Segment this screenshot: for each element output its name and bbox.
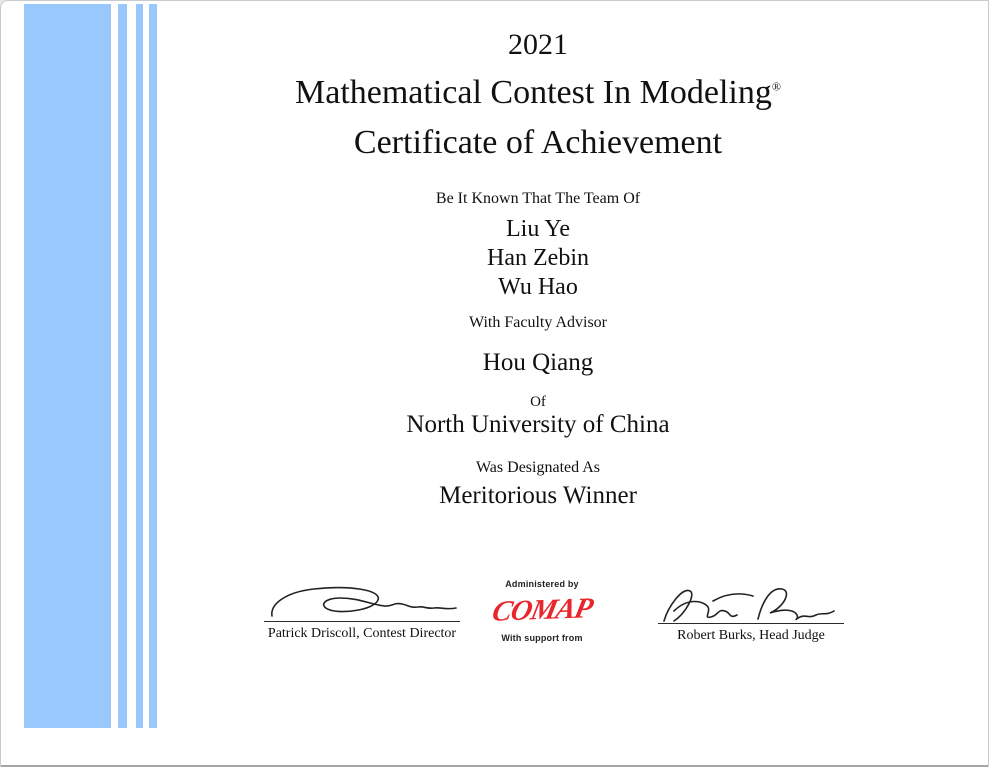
designation-intro-label: Was Designated As — [475, 459, 601, 476]
institution-name: North University of China — [406, 411, 670, 438]
sponsor-logo-row — [1, 651, 989, 701]
team-member-name: Han Zebin — [487, 245, 589, 271]
designation-award: Meritorious Winner — [439, 482, 637, 509]
registered-trademark-mark: ® — [771, 79, 781, 94]
contest-director-caption: Patrick Driscoll, Contest Director — [267, 626, 457, 641]
contest-director-signature-block — [264, 585, 460, 642]
head-judge-signature-block — [658, 581, 844, 644]
signature-line — [658, 623, 844, 624]
team-intro-label: Be It Known That The Team Of — [435, 190, 641, 207]
driscoll-signature-icon — [264, 585, 460, 621]
advisor-name: Hou Qiang — [482, 349, 594, 376]
team-member-name: Liu Ye — [505, 216, 571, 242]
certificate-subtitle: Certificate of Achievement — [353, 124, 723, 161]
of-label: Of — [530, 394, 546, 410]
comap-block — [479, 579, 605, 643]
administered-by-label: Administered by — [505, 579, 579, 589]
contest-title — [86, 73, 989, 112]
advisor-intro-label: With Faculty Advisor — [468, 314, 607, 331]
with-support-from-label: With support from — [501, 633, 583, 643]
burks-signature-icon — [658, 581, 844, 623]
contest-title-text: Mathematical Contest In Modeling — [295, 74, 772, 111]
signature-line — [264, 621, 460, 622]
head-judge-caption: Robert Burks, Head Judge — [677, 628, 825, 643]
contest-year: 2021 — [508, 28, 568, 61]
team-member-name: Wu Hao — [498, 274, 578, 300]
comap-logo: COMAP — [489, 592, 595, 628]
